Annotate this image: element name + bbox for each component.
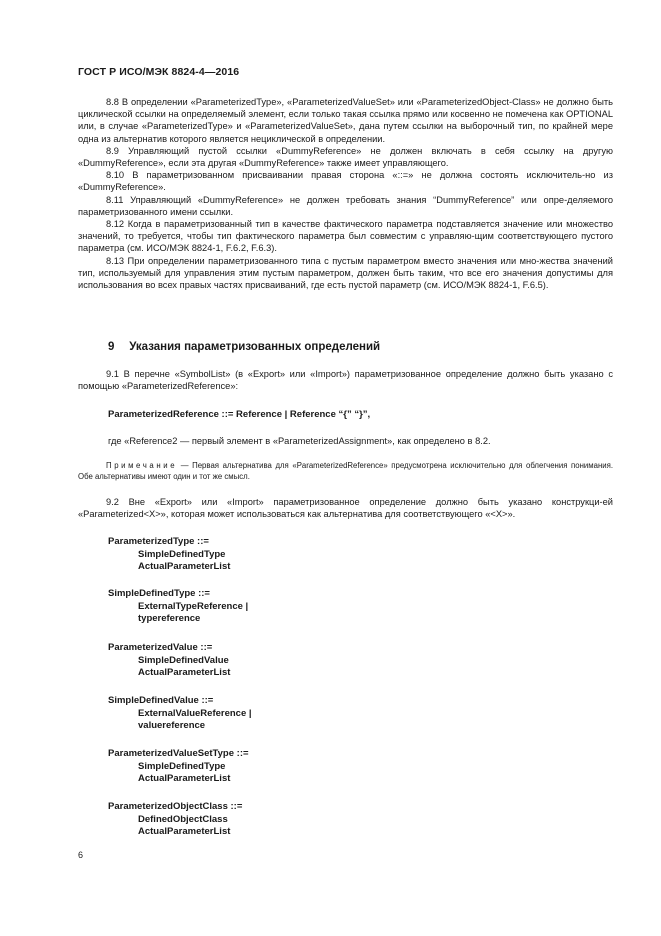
section-9-heading [108, 341, 380, 353]
formula-explanation: где «Reference2 — первый элемент в «ParameterizedAssignment», как определено в 8.2. [108, 436, 491, 446]
code-head: SimpleDefinedType ::= [108, 588, 210, 599]
code-line: DefinedObjectClass [138, 813, 228, 825]
code-line: SimpleDefinedValue [138, 654, 229, 666]
paragraph-8-8: 8.8 В определении «ParameterizedType», «ParameterizedValueSet» или «ParameterizedObject-Class» не должно быть циклической ссылки на определяемый элемент, если только такая ссылка прямо или косвенно не помечена как OPTIONAL или, в случае «ParameterizedType» и «ParameterizedValueSet», дана путем ссылки на выборочный тип, по крайней мере одна из альтернатив которого является нециклической в определении. [78, 97, 613, 144]
paragraph-8-12: 8.12 Когда в параметризованный тип в качестве фактического параметра подставляется значение или множество значений, то требуется, чтобы тип фактического параметра был совместим с управляю-щим соответствующего пустого параметра (см. ИСО/МЭК 8824-1, F.6.2, F.6.3). [78, 219, 613, 254]
code-line: ActualParameterList [138, 561, 231, 572]
page-number: 6 [78, 850, 84, 860]
code-line: ExternalValueReference | [138, 707, 252, 719]
code-block-simple-defined-type [108, 588, 248, 626]
paragraph-8-10: 8.10 В параметризованном присваивании правая сторона «::=» не должна состоять исключитель-но из «DummyReference». [78, 170, 613, 193]
code-line: valuereference [138, 720, 206, 731]
code-head: ParameterizedObjectClass ::= [108, 801, 243, 812]
section-title: Указания параметризованных определений [129, 341, 381, 353]
code-block-parameterized-object-class [108, 801, 242, 839]
code-line: ActualParameterList [138, 826, 231, 837]
code-head: SimpleDefinedValue ::= [108, 695, 214, 706]
code-block-parameterized-value-set-type [108, 748, 249, 786]
paragraph-8-13: 8.13 При определении параметризованного типа с пустым параметром вместо значения или мно-жества значений тип, используемый для управления этим пустым параметром, должен быть таким, что все его значения допустимы для использования во всех правых частях присваиваний, где есть пустой параметр (см. ИСО/МЭК 8824-1, F.6.5). [78, 255, 613, 291]
section-number: 9 [108, 341, 115, 353]
paragraph-9-2-container [78, 496, 613, 520]
paragraph-9-1-container [78, 368, 613, 392]
note-label: Примечание [106, 461, 178, 470]
note [78, 460, 613, 482]
code-line: ActualParameterList [138, 773, 231, 784]
code-line: typereference [138, 613, 201, 624]
code-block-parameterized-value [108, 642, 230, 680]
paragraph-8-11: 8.11 Управляющий «DummyReference» не должен требовать знания “DummyReference” или опре-деляемого параметризованного имени ссылки. [78, 194, 613, 217]
section-8-paragraphs [78, 96, 613, 291]
paragraph-8-9: 8.9 Управляющий пустой ссылки «DummyReference» не должен включать в себя ссылку на другую «DummyReference», если эта другая «DummyReference» также имеет управляющего. [78, 145, 613, 169]
note-text: — Первая альтернатива для «ParameterizedReference» предусмотрена исключительно для облегчения понимания. Обе альтернативы имеют один и тот же смысл. [78, 461, 613, 481]
parameterized-reference-formula: ParameterizedReference ::= Reference | Reference “{” “}”, [108, 409, 371, 420]
paragraph-9-2: 9.2 Вне «Export» или «Import» параметризованное определение должно быть указано конструкци-ей «Parameterized<X>», которая может использоваться как альтернатива для соответствующего «<X>». [78, 497, 613, 520]
code-line: ActualParameterList [138, 667, 231, 678]
code-line: SimpleDefinedType [138, 760, 226, 772]
code-block-parameterized-type [108, 536, 230, 574]
code-line: ExternalTypeReference | [138, 600, 249, 612]
document-header: ГОСТ Р ИСО/МЭК 8824-4—2016 [78, 66, 240, 78]
code-line: SimpleDefinedType [138, 548, 226, 560]
code-head: ParameterizedValueSetType ::= [108, 748, 249, 759]
code-head: ParameterizedValue ::= [108, 642, 213, 653]
code-block-simple-defined-value [108, 695, 252, 733]
paragraph-9-1: 9.1 В перечне «SymbolList» (в «Export» или «Import») параметризованное определение должно быть указано с помощью «ParameterizedReference»: [78, 369, 613, 392]
code-head: ParameterizedType ::= [108, 536, 209, 547]
